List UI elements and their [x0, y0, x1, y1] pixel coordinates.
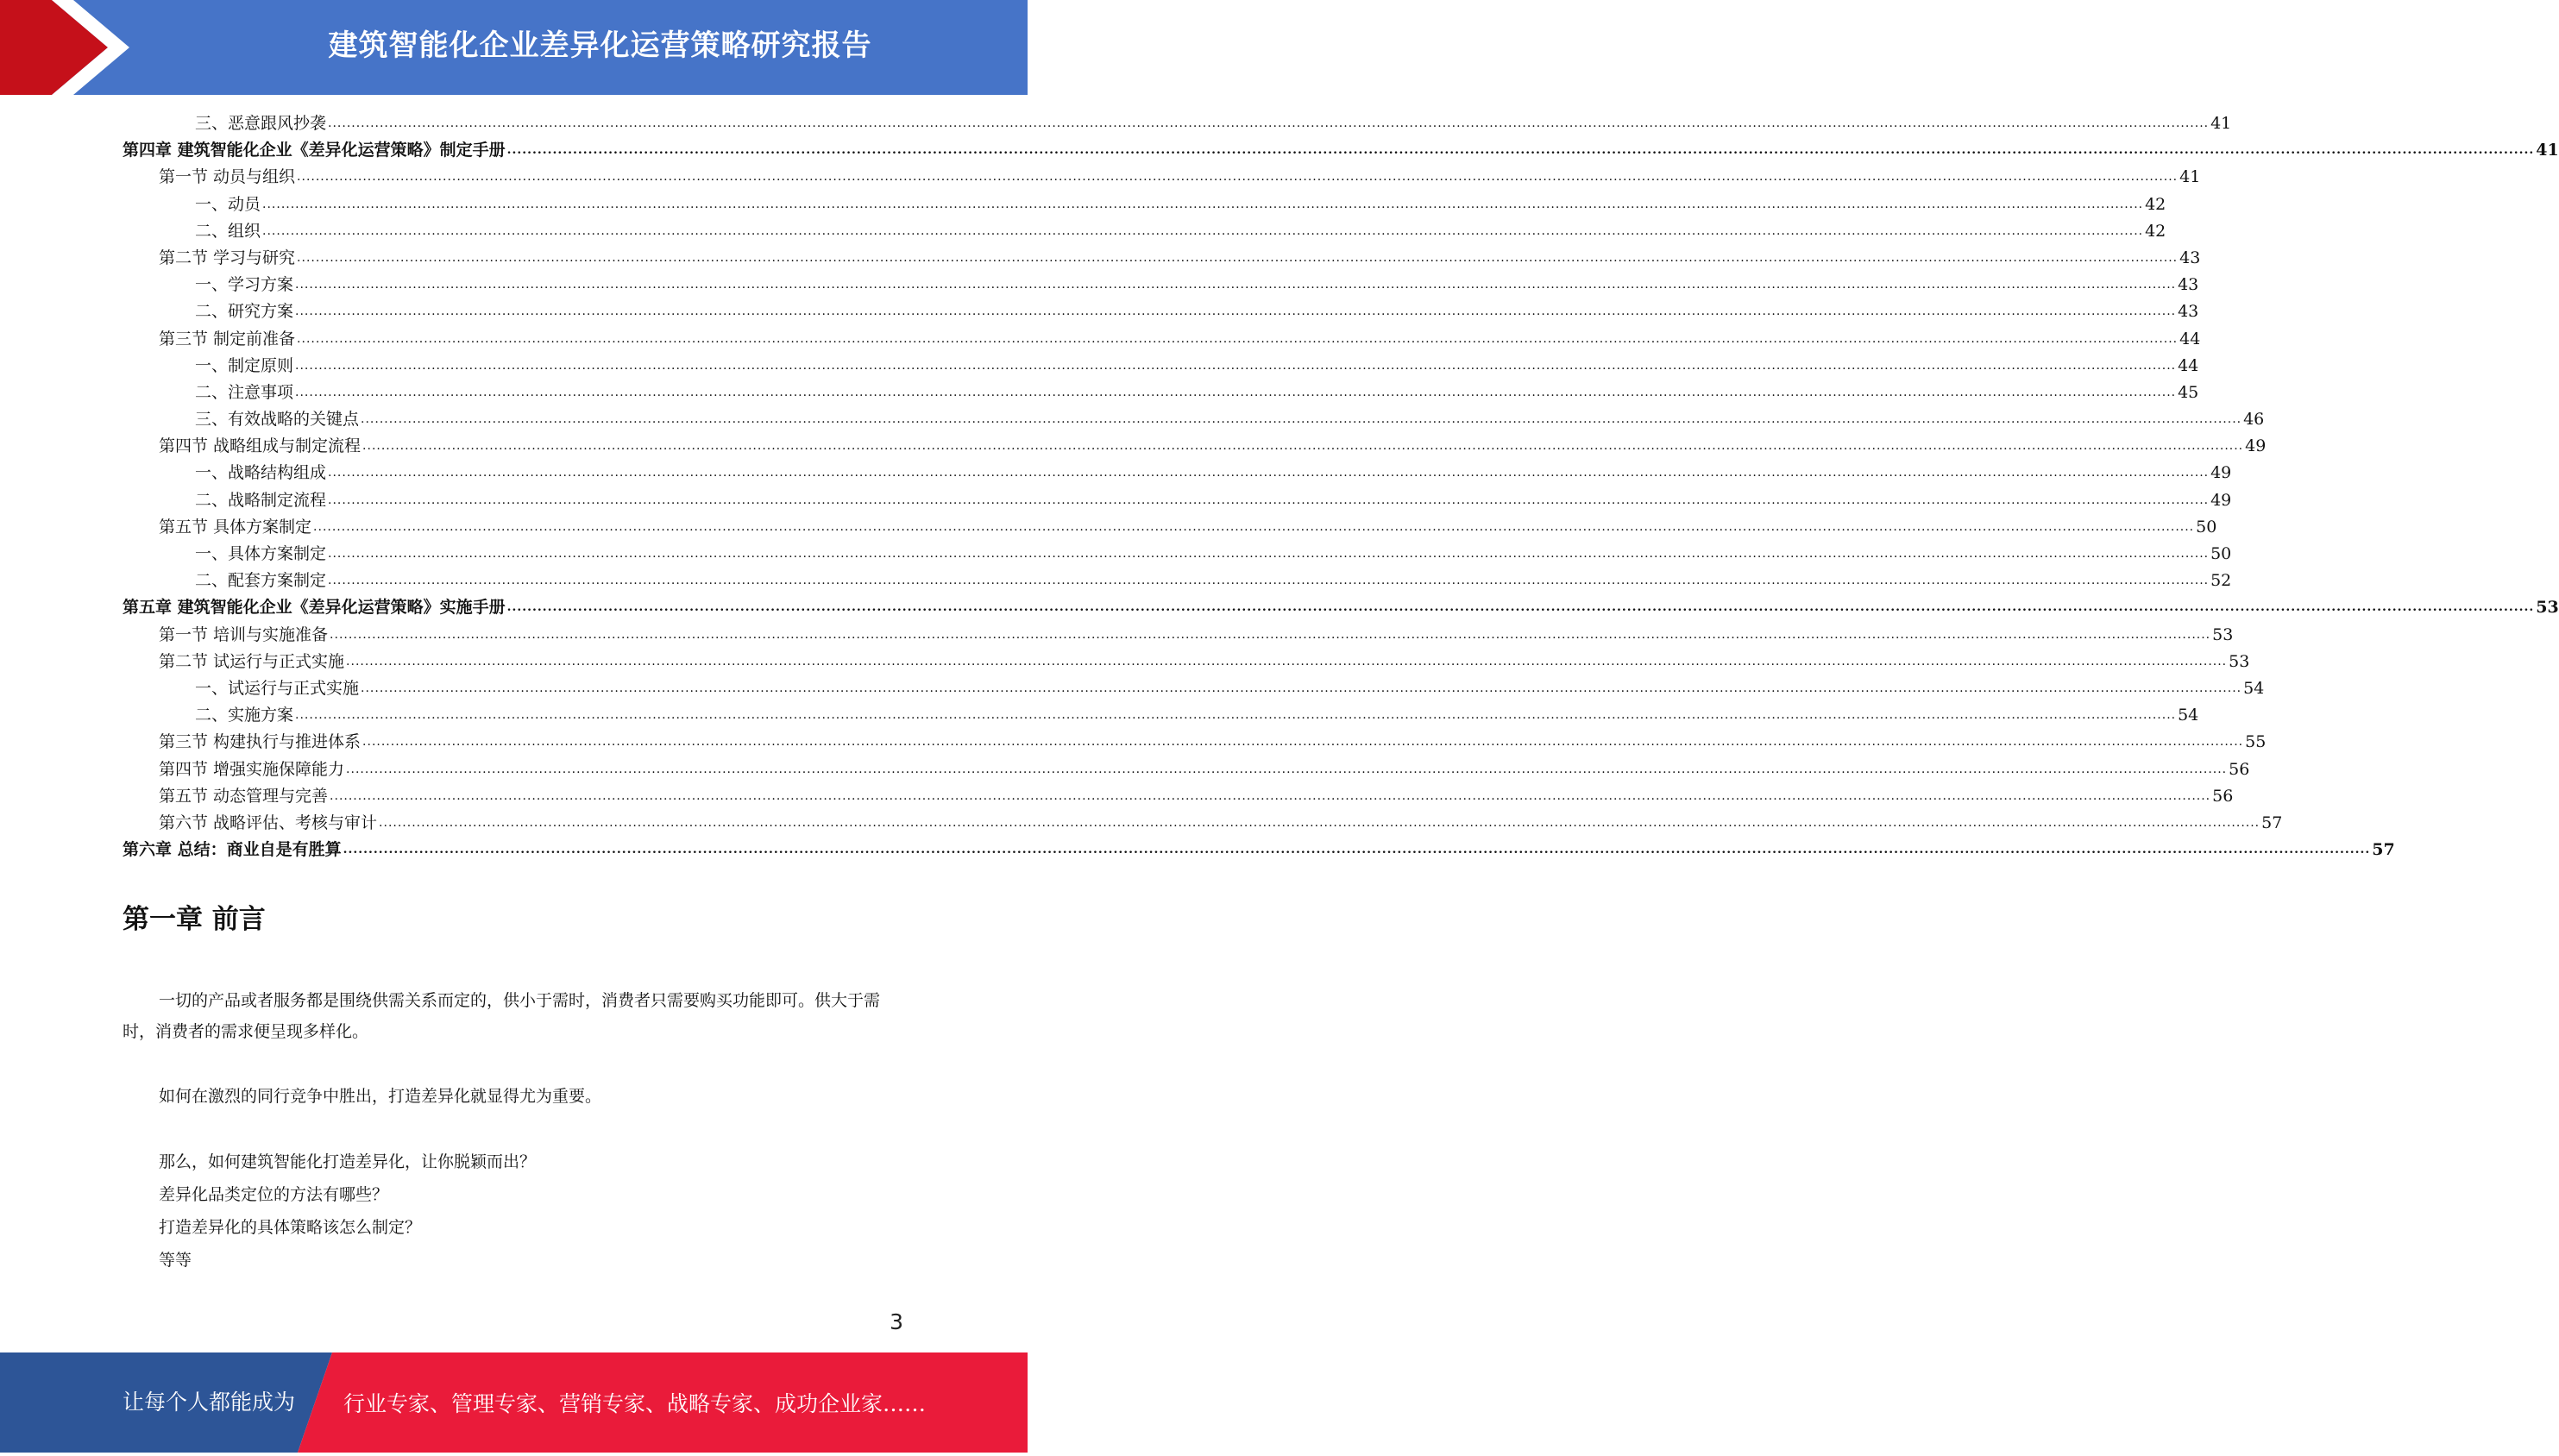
- toc-entry-label: 一、试运行与正式实施: [195, 678, 360, 698]
- toc-entry[interactable]: [123, 191, 2166, 218]
- toc-entry-page: 53: [2212, 624, 2234, 644]
- page-header: [0, 0, 1028, 95]
- question-line: 差异化品类定位的方法有哪些？: [159, 1185, 389, 1204]
- toc-entry-label: 一、具体方案制定: [195, 544, 327, 563]
- toc-dot-leader: ................................................................................................................................................................................................................................................................................................................................................................................................................: [297, 331, 2179, 346]
- question-line: 那么，如何建筑智能化打造差异化，让你脱颖而出？: [159, 1152, 537, 1171]
- toc-entry-label: 二、配套方案制定: [195, 571, 327, 591]
- toc-entry-page: 44: [2179, 329, 2201, 348]
- toc-entry-label: 第三节 制定前准备: [159, 329, 296, 348]
- toc-entry-page: 41: [2536, 141, 2559, 160]
- toc-entry[interactable]: [123, 649, 2250, 675]
- toc-dot-leader: ................................................................................................................................................................................................................................................................................................................................................................................................................: [295, 385, 2177, 399]
- toc-entry-page: 54: [2178, 706, 2199, 725]
- toc-entry-page: 49: [2210, 490, 2232, 510]
- toc-entry-label: 二、研究方案: [195, 302, 294, 322]
- toc-entry[interactable]: [123, 783, 2234, 810]
- toc-entry[interactable]: [123, 622, 2234, 649]
- toc-entry[interactable]: [123, 702, 2199, 729]
- toc-dot-leader: ................................................................................................................................................................................................................................................................................................................................................................................................................: [328, 574, 2210, 588]
- toc-dot-leader: ................................................................................................................................................................................................................................................................................................................................................................................................................: [361, 412, 2242, 427]
- footer-slogan-right: 行业专家、管理专家、营销专家、战略专家、成功企业家……: [343, 1391, 927, 1416]
- toc-entry[interactable]: [123, 568, 2232, 594]
- toc-dot-leader: ................................................................................................................................................................................................................................................................................................................................................................................................................: [506, 600, 2535, 615]
- toc-dot-leader: ................................................................................................................................................................................................................................................................................................................................................................................................................: [297, 170, 2179, 185]
- toc-entry-label: 第二节 学习与研究: [159, 248, 296, 267]
- toc-entry-label: 第一节 培训与实施准备: [159, 624, 329, 644]
- toc-dot-leader: ................................................................................................................................................................................................................................................................................................................................................................................................................: [506, 143, 2535, 158]
- toc-entry-page: 57: [2372, 840, 2395, 860]
- toc-entry[interactable]: [123, 110, 2232, 137]
- toc-entry[interactable]: [123, 245, 2201, 272]
- toc-entry-page: 43: [2179, 248, 2201, 267]
- intro-paragraph-1: 一切的产品或者服务都是围绕供需关系而定的，供小于需时，消费者只需要购买功能即可。供大于需时，消费者的需求便呈现多样化。: [123, 991, 881, 1041]
- toc-dot-leader: ................................................................................................................................................................................................................................................................................................................................................................................................................: [343, 843, 2371, 857]
- toc-entry-page: 45: [2178, 382, 2199, 402]
- toc-dot-leader: ................................................................................................................................................................................................................................................................................................................................................................................................................: [297, 250, 2179, 265]
- toc-entry-label: 第一节 动员与组织: [159, 167, 296, 187]
- toc-dot-leader: ................................................................................................................................................................................................................................................................................................................................................................................................................: [362, 735, 2244, 750]
- footer-slogan-left: 让每个人都能成为: [123, 1390, 296, 1415]
- chapter-title: 第一章 前言: [123, 904, 266, 935]
- toc-entry[interactable]: [123, 164, 2201, 191]
- page-footer: [0, 1352, 1028, 1453]
- toc-entry-label: 三、恶意跟风抄袭: [195, 114, 327, 133]
- toc-entry-page: 50: [2196, 517, 2217, 537]
- toc-entry-page: 41: [2179, 167, 2201, 187]
- toc-entry[interactable]: [123, 433, 2267, 460]
- toc-dot-leader: ................................................................................................................................................................................................................................................................................................................................................................................................................: [330, 627, 2211, 642]
- toc-entry-label: 一、动员: [195, 194, 261, 214]
- toc-dot-leader: ................................................................................................................................................................................................................................................................................................................................................................................................................: [362, 439, 2244, 454]
- toc-entry-page: 43: [2178, 302, 2199, 322]
- toc-entry-page: 53: [2536, 598, 2559, 618]
- toc-entry-page: 46: [2243, 410, 2265, 430]
- toc-entry[interactable]: [123, 837, 2395, 863]
- toc-entry-label: 第五节 动态管理与完善: [159, 786, 329, 806]
- toc-dot-leader: ................................................................................................................................................................................................................................................................................................................................................................................................................: [295, 358, 2177, 373]
- toc-entry[interactable]: [123, 272, 2199, 298]
- toc-entry-label: 二、注意事项: [195, 382, 294, 402]
- toc-entry-label: 第五章 建筑智能化企业《差异化运营策略》实施手册: [123, 598, 506, 618]
- toc-entry-page: 52: [2210, 571, 2232, 591]
- toc-entry-label: 二、实施方案: [195, 706, 294, 725]
- toc-entry-page: 42: [2145, 221, 2166, 241]
- question-line: 打造差异化的具体策略该怎么制定？: [159, 1218, 422, 1237]
- toc-entry-label: 第四节 增强实施保障能力: [159, 759, 345, 779]
- toc-entry[interactable]: [123, 326, 2201, 353]
- toc-entry-label: 第六节 战略评估、考核与审计: [159, 813, 378, 832]
- toc-dot-leader: ................................................................................................................................................................................................................................................................................................................................................................................................................: [346, 762, 2228, 776]
- toc-entry-label: 第二节 试运行与正式实施: [159, 651, 345, 671]
- toc-entry[interactable]: [123, 218, 2166, 245]
- toc-entry[interactable]: [123, 298, 2199, 325]
- toc-entry-label: 一、战略结构组成: [195, 463, 327, 483]
- toc-entry-label: 二、组织: [195, 221, 261, 241]
- toc-entry-label: 第四节 战略组成与制定流程: [159, 436, 362, 456]
- toc-entry[interactable]: [123, 380, 2199, 406]
- toc-entry-page: 42: [2145, 194, 2166, 214]
- toc-entry-page: 53: [2229, 651, 2250, 671]
- toc-entry-label: 第三节 构建执行与推进体系: [159, 732, 362, 752]
- toc-dot-leader: ................................................................................................................................................................................................................................................................................................................................................................................................................: [328, 493, 2210, 507]
- toc-dot-leader: ................................................................................................................................................................................................................................................................................................................................................................................................................: [328, 547, 2210, 561]
- toc-entry-label: 第四章 建筑智能化企业《差异化运营策略》制定手册: [123, 141, 506, 160]
- intro-questions: [123, 1145, 903, 1277]
- toc-entry[interactable]: [123, 541, 2232, 568]
- toc-entry-page: 41: [2210, 114, 2232, 133]
- toc-dot-leader: ................................................................................................................................................................................................................................................................................................................................................................................................................: [346, 654, 2228, 668]
- toc-entry[interactable]: [123, 406, 2265, 433]
- toc-dot-leader: ................................................................................................................................................................................................................................................................................................................................................................................................................: [328, 466, 2210, 480]
- toc-dot-leader: ................................................................................................................................................................................................................................................................................................................................................................................................................: [262, 223, 2144, 238]
- toc-entry-page: 44: [2178, 355, 2199, 375]
- toc-entry-page: 56: [2212, 786, 2234, 806]
- toc-dot-leader: ................................................................................................................................................................................................................................................................................................................................................................................................................: [361, 681, 2242, 695]
- table-of-contents: [123, 110, 2559, 863]
- toc-dot-leader: ................................................................................................................................................................................................................................................................................................................................................................................................................: [295, 304, 2177, 319]
- toc-entry-page: 43: [2178, 275, 2199, 295]
- toc-entry[interactable]: [123, 487, 2232, 514]
- toc-dot-leader: ................................................................................................................................................................................................................................................................................................................................................................................................................: [313, 519, 2195, 534]
- toc-entry[interactable]: [123, 810, 2283, 837]
- toc-entry[interactable]: [123, 594, 2559, 621]
- toc-dot-leader: ................................................................................................................................................................................................................................................................................................................................................................................................................: [379, 815, 2260, 830]
- report-title: 建筑智能化企业差异化运营策略研究报告: [328, 28, 872, 63]
- toc-entry[interactable]: [123, 514, 2217, 541]
- page-number: 3: [890, 1309, 903, 1334]
- toc-entry[interactable]: [123, 353, 2199, 380]
- toc-entry-label: 二、战略制定流程: [195, 490, 327, 510]
- toc-dot-leader: ................................................................................................................................................................................................................................................................................................................................................................................................................: [328, 116, 2210, 130]
- toc-entry-label: 三、有效战略的关键点: [195, 410, 360, 430]
- toc-entry-label: 第五节 具体方案制定: [159, 517, 312, 537]
- toc-entry[interactable]: [123, 729, 2267, 756]
- toc-entry[interactable]: [123, 460, 2232, 486]
- toc-entry[interactable]: [123, 137, 2559, 164]
- toc-entry-page: 56: [2229, 759, 2250, 779]
- toc-dot-leader: ................................................................................................................................................................................................................................................................................................................................................................................................................: [295, 278, 2177, 292]
- question-line: 等等: [159, 1251, 192, 1270]
- toc-entry-label: 一、学习方案: [195, 275, 294, 295]
- toc-entry-page: 50: [2210, 544, 2232, 563]
- toc-entry[interactable]: [123, 756, 2250, 783]
- intro-paragraph-2: 如何在激烈的同行竞争中胜出，打造差异化就显得尤为重要。: [159, 1087, 602, 1106]
- toc-dot-leader: ................................................................................................................................................................................................................................................................................................................................................................................................................: [262, 197, 2144, 211]
- toc-entry-page: 57: [2261, 813, 2283, 832]
- toc-entry-page: 55: [2245, 732, 2267, 752]
- toc-entry-label: 第六章 总结：商业自是有胜算: [123, 840, 342, 860]
- toc-entry-page: 49: [2210, 463, 2232, 483]
- toc-entry-page: 49: [2245, 436, 2267, 456]
- toc-entry[interactable]: [123, 675, 2265, 702]
- toc-dot-leader: ................................................................................................................................................................................................................................................................................................................................................................................................................: [330, 788, 2211, 803]
- toc-entry-page: 54: [2243, 678, 2265, 698]
- toc-entry-label: 一、制定原则: [195, 355, 294, 375]
- toc-dot-leader: ................................................................................................................................................................................................................................................................................................................................................................................................................: [295, 708, 2177, 723]
